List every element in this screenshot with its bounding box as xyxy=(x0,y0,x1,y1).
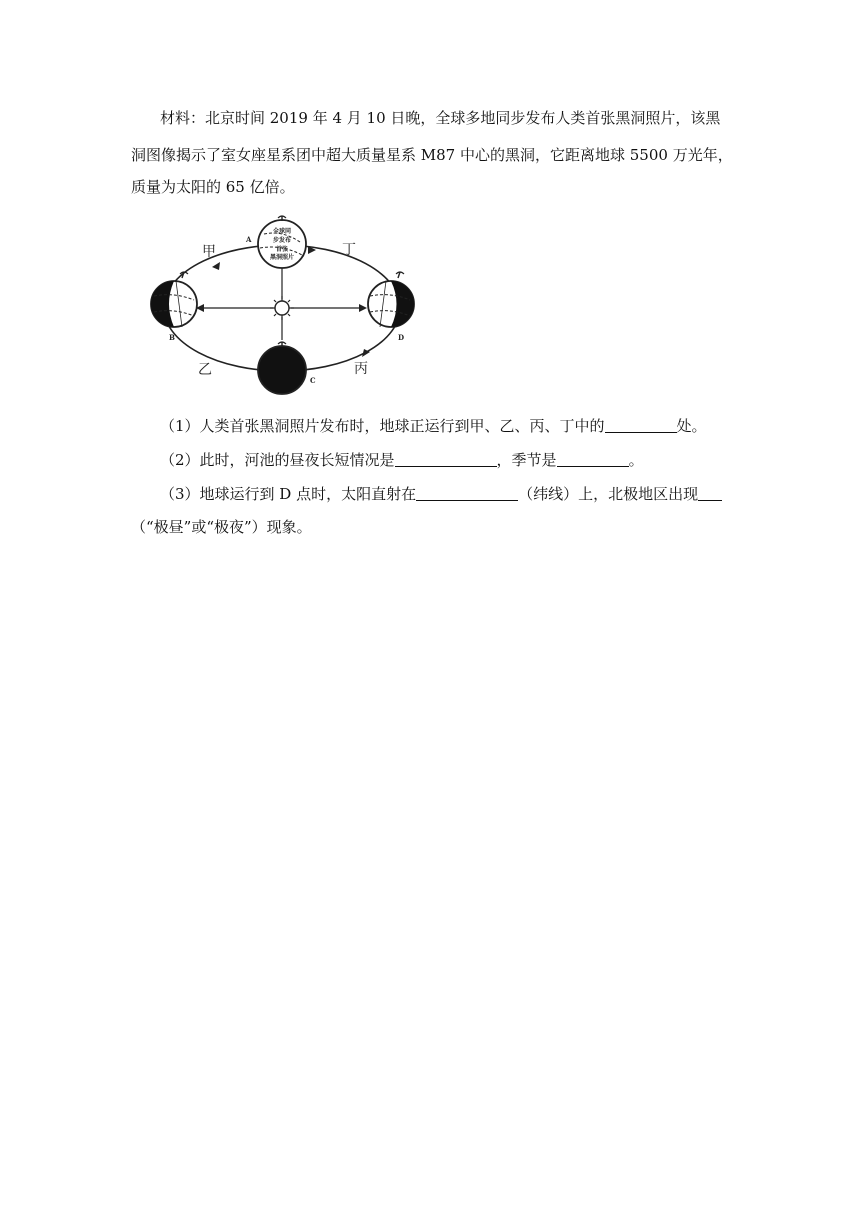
segment-label-jia: 甲 xyxy=(202,244,216,260)
question-2-blank-1[interactable] xyxy=(395,451,497,467)
segment-label-yi: 乙 xyxy=(198,362,212,378)
material-line-3: 质量为太阳的 65 亿倍。 xyxy=(131,178,295,196)
arrow-d-icon xyxy=(359,304,367,312)
point-label-d: D xyxy=(398,333,405,342)
orbit-arrow-jia-icon xyxy=(212,262,220,270)
question-1-blank[interactable] xyxy=(605,417,677,433)
question-3-text: （3）地球运行到 D 点时，太阳直射在 xyxy=(160,485,417,503)
question-3-line-1 xyxy=(160,484,722,504)
question-1 xyxy=(160,416,707,436)
question-2-text: （2）此时，河池的昼夜长短情况是 xyxy=(160,451,395,469)
globe-a-text-2: 步发布 xyxy=(272,237,292,244)
question-3-blank-2[interactable] xyxy=(698,485,722,501)
globe-a-text-3: 首张 xyxy=(275,246,289,253)
point-label-b: B xyxy=(169,333,175,342)
material-line-1: 材料：北京时间 2019 年 4 月 10 日晚，全球多地同步发布人类首张黑洞照片，该黑 xyxy=(160,109,721,127)
point-label-a: A xyxy=(246,235,252,244)
segment-label-ding: 丁 xyxy=(342,242,356,258)
globe-d-icon xyxy=(368,272,414,327)
question-3-line-2: （“极昼”或“极夜”）现象。 xyxy=(131,518,312,536)
question-2 xyxy=(160,450,644,470)
question-2-middle: ，季节是 xyxy=(496,451,557,469)
globe-a-text-4: 黑洞照片 xyxy=(269,254,295,261)
globe-b-icon xyxy=(151,272,197,327)
point-label-c: C xyxy=(310,376,316,385)
question-2-suffix: 。 xyxy=(628,451,644,469)
question-3-middle: （纬线）上，北极地区出现 xyxy=(518,485,699,503)
question-1-text: （1）人类首张黑洞照片发布时，地球正运行到甲、乙、丙、丁中的 xyxy=(160,417,605,435)
question-2-blank-2[interactable] xyxy=(557,451,629,467)
material-line-2: 洞图像揭示了室女座星系团中超大质量星系 M87 中心的黑洞，它距离地球 5500 万光年， xyxy=(131,146,733,164)
globe-c-icon xyxy=(258,342,306,394)
question-3-blank-1[interactable] xyxy=(416,485,518,501)
globe-a-text-1: 全球同 xyxy=(272,228,292,235)
globe-a-icon xyxy=(258,216,306,268)
question-1-suffix: 处。 xyxy=(676,417,707,435)
segment-label-bing: 丙 xyxy=(354,361,368,377)
earth-orbit-diagram xyxy=(140,212,430,402)
